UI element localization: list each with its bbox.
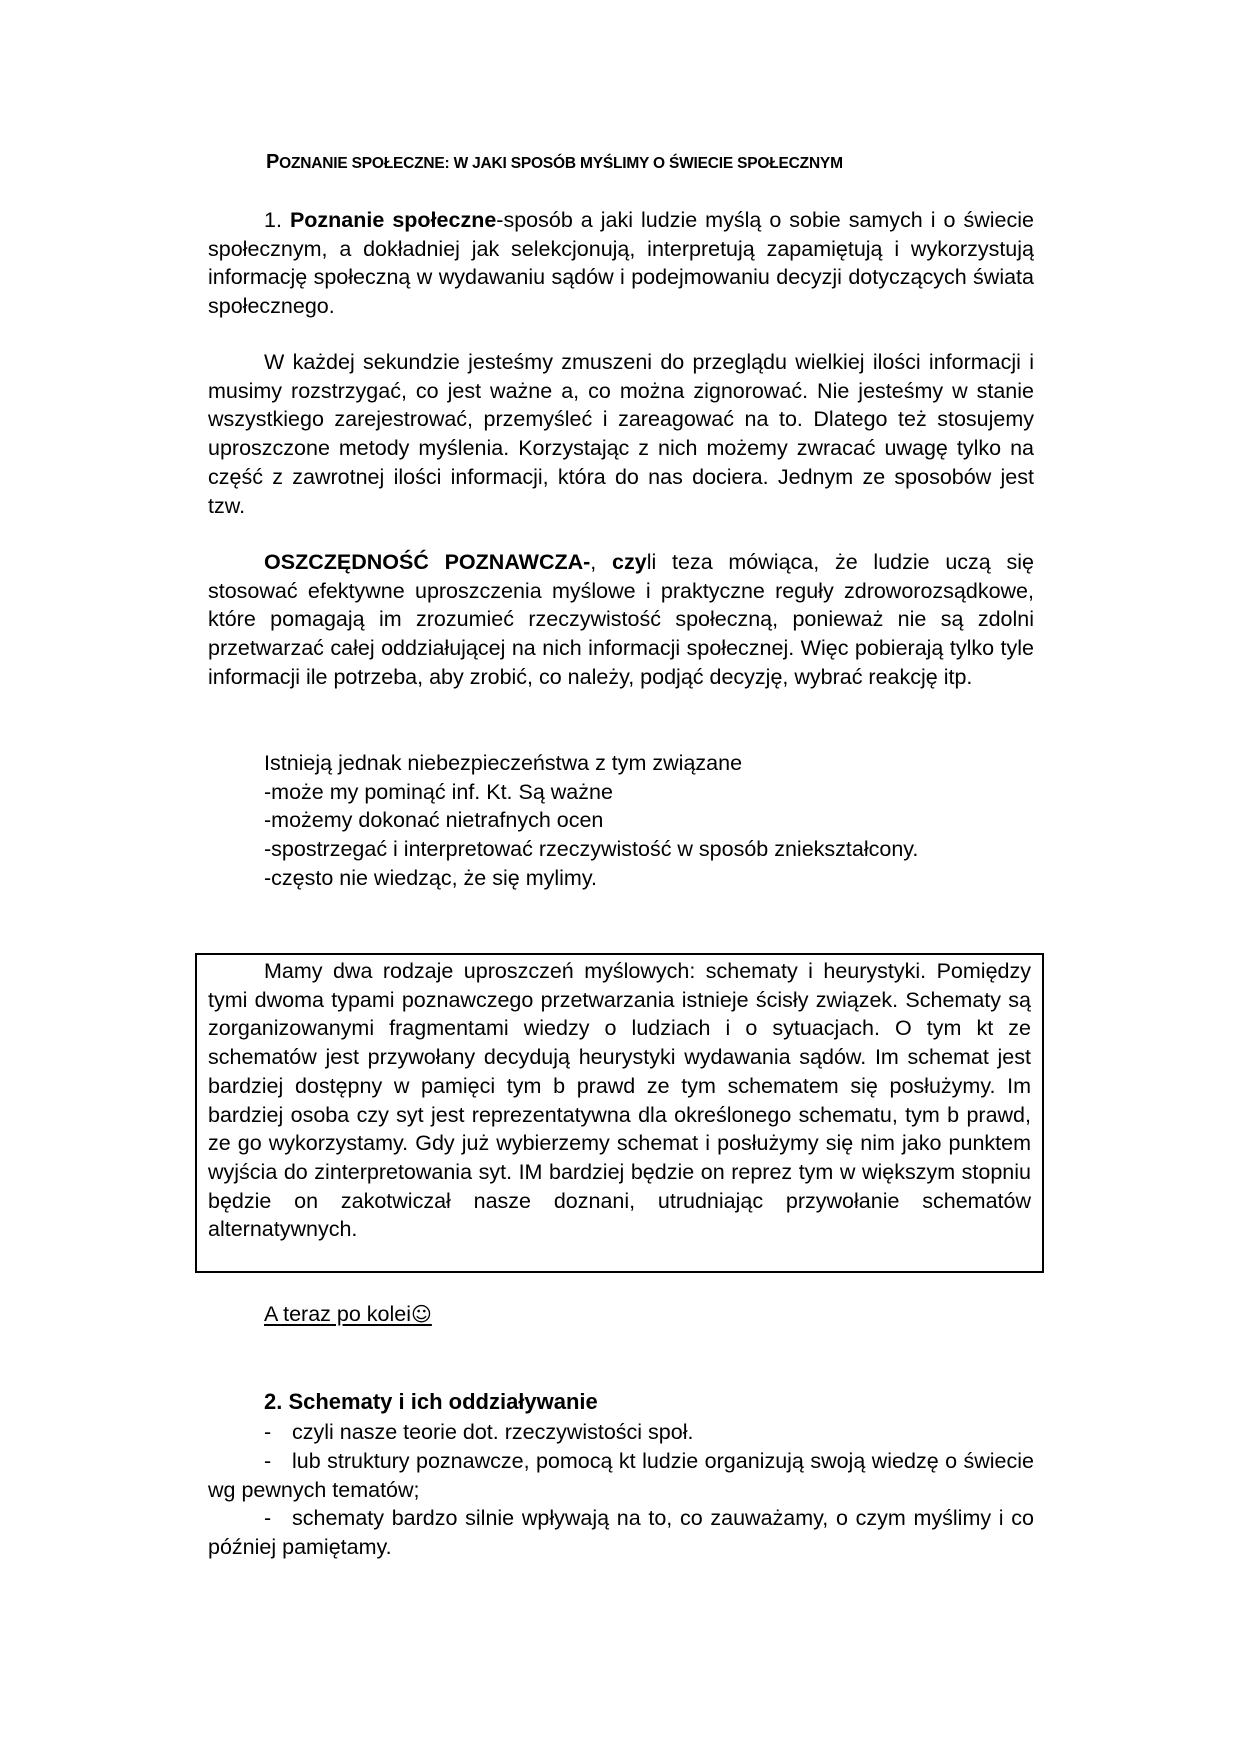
paragraph-information-overload: W każdej sekundzie jesteśmy zmuszeni do przeglądu wielkiej ilości informacji i musimy rozstrzygać, co jest ważne a, co można zignorować. Nie jesteśmy w stanie wszystkiego zarejestrować, przemyśleć i zareagować na to. Dlatego też stosujemy uproszczone metody myślenia. Korzystając z nich możemy zwracać uwagę tylko na część z zawrotnej ilości informacji, która do nas dociera. Jednym ze sposobów jest tzw. [208, 350, 1034, 518]
dash-marker: - [264, 1449, 272, 1473]
cognitive-economy-term: OSZCZĘDNOŚĆ POZNAWCZA- [264, 550, 591, 574]
lead-in-label: A teraz po kolei [264, 1302, 412, 1326]
section-1-definition: -sposób a jaki ludzie myślą o sobie samych i o świecie społecznym, a dokładniej jak selekcjonują, interpretują zapamiętują i wykorzystują informację społeczną w wydawaniu sądów i podejmowaniu decyzji dotyczących świata społecznego. [208, 208, 1035, 319]
danger-item: -możemy dokonać nietrafnych ocen [264, 808, 604, 833]
paragraph-cognitive-economy [208, 548, 1034, 692]
lead-in-text [264, 1302, 432, 1327]
bullet-text: schematy bardzo silnie wpływają na to, co zauważamy, o czym myślimy i co później pamiętamy. [208, 1506, 1034, 1559]
section-1-number: 1. [264, 208, 282, 232]
section-2-bullet [208, 1418, 1034, 1447]
boxed-note [195, 953, 1044, 1273]
section-2-heading: 2. Schematy i ich oddziaływanie [264, 1389, 598, 1414]
dangers-intro: Istnieją jednak niebezpieczeństwa z tym związane [264, 751, 743, 775]
dangers-list [264, 749, 1044, 893]
document-title [266, 151, 1066, 174]
title-rest: OZNANIE SPOŁECZNE: W JAKI SPOSÓB MYŚLIMY O ŚWIECIE SPOŁECZNYM [279, 155, 843, 172]
section-2-bullet [208, 1504, 1034, 1561]
danger-item: -często nie wiedząc, że się mylimy. [264, 865, 597, 890]
czy-bold: czy [612, 550, 647, 574]
section-2-bullet [208, 1447, 1034, 1504]
danger-item: -spostrzegać i interpretować rzeczywistość w sposób zniekształcony. [264, 837, 919, 862]
term-separator: , [590, 550, 613, 574]
dash-marker: - [264, 1506, 272, 1530]
bullet-text: czyli nasze teorie dot. rzeczywistości społ. [292, 1420, 694, 1444]
boxed-note-text: Mamy dwa rodzaje uproszczeń myślowych: schematy i heurystyki. Pomiędzy tymi dwoma typami poznawczego przetwarzania istnieje ścisły związek. Schematy są zorganizowanymi fragmentami wiedzy o ludziach i o sytuacjach. O tym kt ze schematów jest przywołany decydują heurystyki wydawania sądów. Im schemat jest bardziej dostępny w pamięci tym b prawd ze tym schematem się posłużymy. Im bardziej osoba czy syt jest reprezentatywna dla określonego schematu, tym b prawd, ze go wykorzystamy. Gdy już wybierzemy schemat i posłużymy się nim jako punktem wyjścia do zinterpretowania syt. IM bardziej będzie on reprez tym w większym stopniu będzie on zakotwiczał nasze doznani, utrudniając przywołanie schematów alternatywnych. [208, 959, 1031, 1242]
dash-marker: - [264, 1420, 272, 1444]
danger-item: -może my pominąć inf. Kt. Są ważne [264, 779, 613, 804]
title-initial: P [266, 151, 280, 173]
smiley-icon: ☺ [411, 1302, 432, 1326]
cognitive-economy-text: li teza mówiąca, że ludzie uczą się stosować efektywne uproszczenia myślowe i praktyczne reguły zdroworozsądkowe, które pomagają im zrozumieć rzeczywistość społeczną, ponieważ nie są zdolni przetwarzać całej oddziałującej na nich informacji społecznej. Więc pobierają tylko tyle informacji ile potrzeba, aby zrobić, co należy, podjąć decyzję, wybrać reakcję itp. [208, 550, 1034, 689]
section-1-paragraph [208, 206, 1034, 321]
bullet-text: lub struktury poznawcze, pomocą kt ludzie organizują swoją wiedzę o świecie wg pewnych tematów; [208, 1449, 1034, 1502]
section-1-term: Poznanie społeczne [289, 208, 497, 232]
